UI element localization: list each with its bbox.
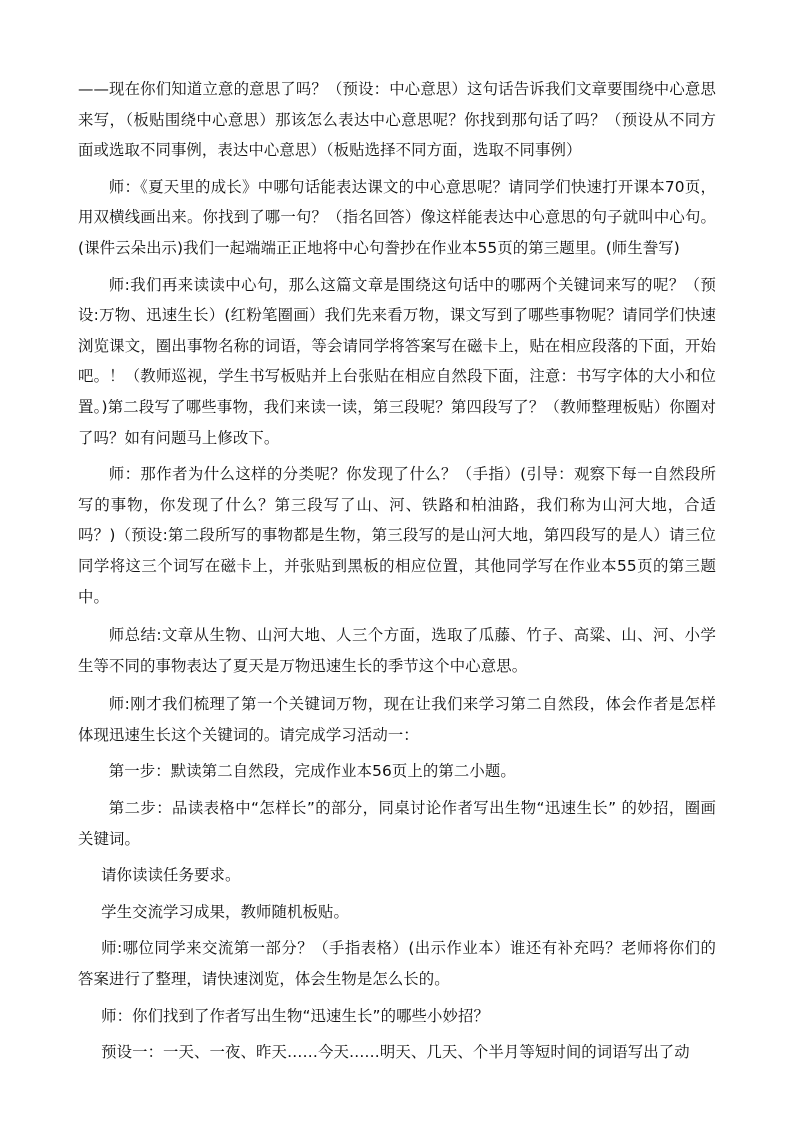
- paragraph-1: ——现在你们知道立意的意思了吗？（预设：中心意思）这句话告诉我们文章要围绕中心意思来写，（板贴围绕中心意思）那该怎么表达中心意思呢？你找到那句话了吗？（预设从不同方面或选取不同事例，表达中心意思）（板贴选择不同方面，选取不同事例）: [78, 80, 716, 160]
- paragraph-11: 师:哪位同学来交流第一部分？（手指表格）(出示作业本）谁还有补充吗？老师将你们的答案进行了整理，请快速浏览，体会生物是怎么长的。: [78, 939, 716, 989]
- paragraph-6: 师:刚才我们梳理了第一个关键词万物，现在让我们来学习第二自然段，体会作者是怎样体现迅速生长这个关键词的。请完成学习活动一：: [78, 695, 716, 744]
- paragraph-step-2: 第二步：品读表格中“怎样长”的部分，同桌讨论作者写出生物“迅速生长” 的妙招，圈画关键词。: [78, 799, 716, 848]
- paragraph-13: 预设一：一天、一夜、昨天……今天……明天、几天、个半月等短时间的词语写出了动: [101, 1043, 690, 1062]
- paragraph-2: 师：《夏天里的成长》中哪句话能表达课文的中心意思呢？请同学们快速打开课本70页，用双横线画出来。你找到了哪一句？（指名回答）像这样能表达中心意思的句子就叫中心句。(课件云朵出示)我们一起端端正正地将中心句誊抄在作业本55页的第三题里。(师生誊写): [78, 177, 716, 257]
- paragraph-4: 师：那作者为什么这样的分类呢？你发现了什么？（手指）(引导：观察下每一自然段所写的事物，你发现了什么？第三段写了山、河、铁路和柏油路，我们称为山河大地，合适吗？)（预设:第二段所写的事物都是生物，第三段写的是山河大地，第四段写的是人）请三位同学将这三个词写在磁卡上，并张贴到黑板的相应位置，其他同学写在作业本55页的第三题中。: [78, 465, 716, 606]
- paragraph-5: 师总结:文章从生物、山河大地、人三个方面，选取了瓜藤、竹子、高粱、山、河、小学生等不同的事物表达了夏天是万物迅速生长的季节这个中心意思。: [78, 626, 716, 675]
- paragraph-10: 学生交流学习成果，教师随机板贴。: [101, 902, 349, 921]
- paragraph-step-1: 第一步：默读第二自然段，完成作业本56页上的第二小题。: [108, 762, 516, 781]
- paragraph-3: 师:我们再来读读中心句，那么这篇文章是围绕这句话中的哪两个关键词来写的呢？（预设:万物、迅速生长）(红粉笔圈画）我们先来看万物，课文写到了哪些事物呢？请同学们快速浏览课文，圈出事物名称的词语，等会请同学将答案写在磁卡上，贴在相应段落的下面，开始吧。！（教师巡视，学生书写板贴并上台张贴在相应自然段下面，注意：书写字体的大小和位置。)第二段写了哪些事物，我们来读一读，第三段呢？第四段写了？（教师整理板贴）你圈对了吗？如有问题马上修改下。: [78, 275, 716, 447]
- paragraph-12: 师：你们找到了作者写出生物“迅速生长”的哪些小妙招？: [101, 1006, 490, 1025]
- paragraph-9: 请你读读任务要求。: [101, 866, 241, 885]
